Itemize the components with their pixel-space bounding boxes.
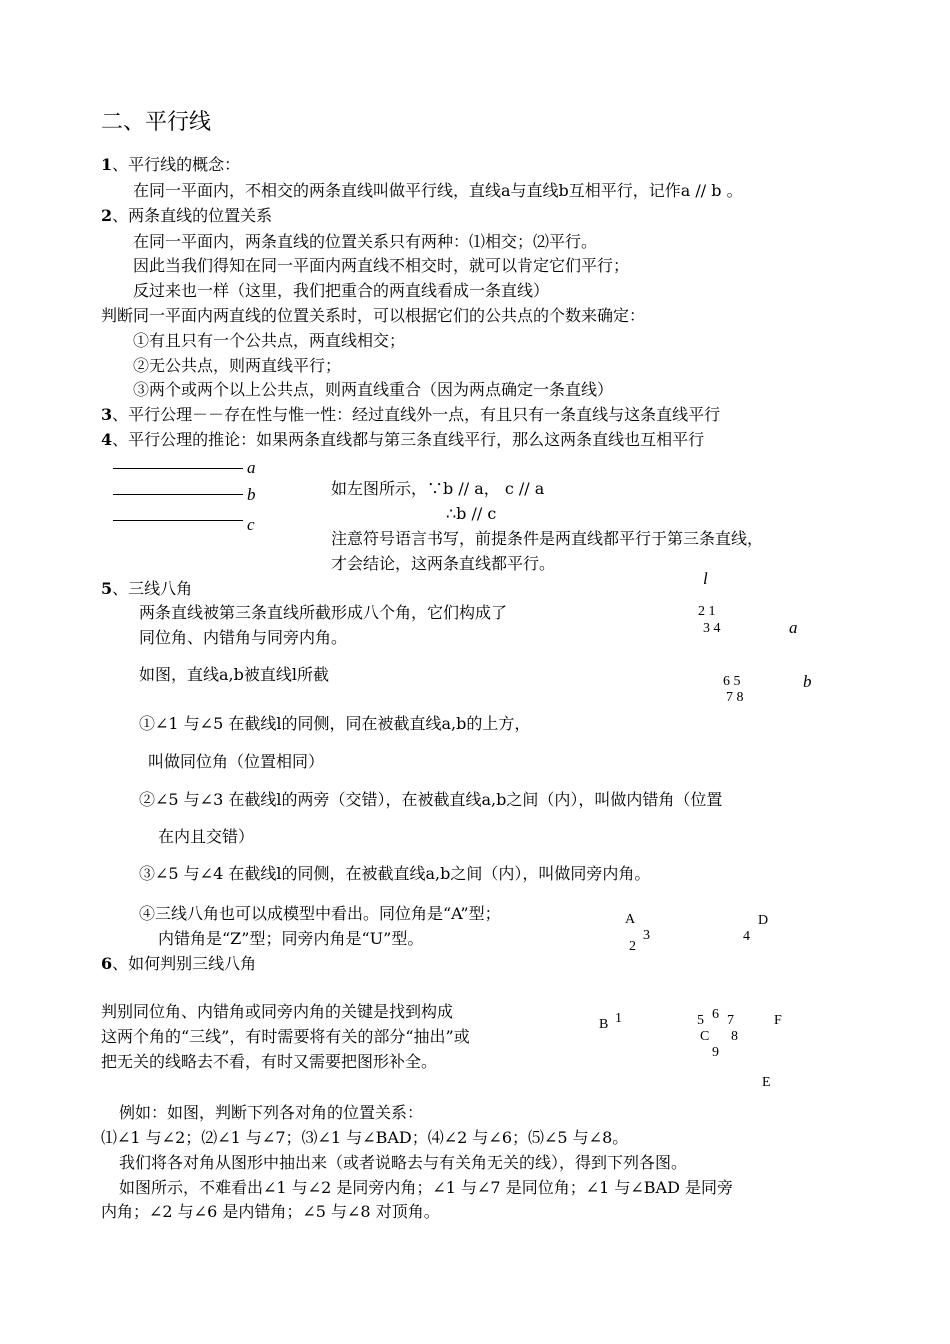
angle-labels-3-4: 3 4	[703, 621, 721, 636]
heading-number: 5	[101, 579, 113, 598]
heading-number: 6	[101, 954, 113, 973]
heading-text: 、两条直线的位置关系	[112, 206, 273, 225]
heading-number: 4	[101, 430, 113, 449]
list-item: ③两个或两个以上公共点，则两直线重合（因为两点确定一条直线）	[133, 380, 614, 399]
heading-text: 、平行公理的推论：如果两条直线都与第三条直线平行，那么这两条直线也互相平行	[112, 430, 705, 449]
point-label-B: B	[599, 1017, 609, 1032]
point-label-F: F	[774, 1013, 782, 1028]
angle-label-4: 4	[743, 929, 750, 944]
heading-4	[101, 430, 704, 450]
example-question: ⑴∠1 与∠2；⑵∠1 与∠7；⑶∠1 与∠BAD；⑷∠2 与∠6；⑸∠5 与∠8。	[101, 1128, 629, 1147]
paragraph: 在同一平面内，两条直线的位置关系只有两种：⑴相交；⑵平行。	[133, 232, 598, 251]
paragraph: 反过来也一样（这里，我们把重合的两直线看成一条直线）	[133, 281, 550, 300]
heading-1	[101, 155, 240, 175]
angle-label-5: 5	[697, 1013, 704, 1028]
list-item: ②∠5 与∠3 在截线l的两旁（交错），在被截直线a,b之间（内），叫做内错角（位置	[139, 790, 723, 809]
paragraph: 如图所示，不难看出∠1 与∠2 是同旁内角；∠1 与∠7 是同位角；∠1 与∠BAD 是同旁	[119, 1178, 733, 1197]
list-item: ①∠1 与∠5 在截线l的同侧，同在被截直线a,b的上方，	[139, 714, 531, 733]
heading-2	[101, 206, 272, 226]
point-label-A: A	[625, 912, 636, 927]
angle-label-7: 7	[727, 1013, 734, 1028]
angle-labels-6-5: 6 5	[723, 674, 741, 689]
list-item: ④三线八角也可以成模型中看出。同位角是“A”型；	[139, 904, 501, 923]
point-label-D: D	[758, 913, 769, 928]
list-item: 内错角是“Z”型；同旁内角是“U”型。	[158, 929, 424, 948]
point-label-E: E	[762, 1075, 771, 1090]
paragraph: 两条直线被第三条直线所截形成八个角，它们构成了	[139, 603, 508, 622]
heading-text: 、三线八角	[112, 579, 193, 598]
note-line-2: 才会结论，这两条直线都平行。	[331, 554, 556, 573]
heading-number: 1	[101, 155, 113, 174]
point-label-C: C	[700, 1029, 710, 1044]
paragraph: 判断同一平面内两直线的位置关系时，可以根据它们的公共点的个数来确定：	[101, 306, 646, 325]
paragraph: 这两个角的“三线”，有时需要将有关的部分“抽出”或	[101, 1027, 470, 1046]
list-item: 叫做同位角（位置相同）	[148, 752, 325, 771]
section-title: 二、平行线	[101, 110, 212, 135]
heading-number: 2	[101, 206, 113, 225]
parallel-line-b	[113, 494, 243, 495]
parallel-line-a	[113, 468, 243, 469]
heading-3	[101, 405, 720, 425]
line-label-a: a	[247, 458, 256, 477]
paragraph: 如图，直线a,b被直线l所截	[139, 665, 329, 684]
list-item: ②无公共点，则两直线平行；	[133, 356, 342, 375]
angle-label-6: 6	[712, 1007, 719, 1022]
line-label-c: c	[247, 515, 255, 534]
paragraph: 同位角、内错角与同旁内角。	[139, 628, 348, 647]
paragraph: 因此当我们得知在同一平面内两直线不相交时，就可以肯定它们平行；	[133, 256, 630, 275]
paragraph: 我们将各对角从图形中抽出来（或者说略去与有关角无关的线），得到下列各图。	[119, 1153, 688, 1172]
list-item: 在内且交错）	[158, 827, 255, 846]
angle-labels-2-1: 2 1	[698, 604, 716, 619]
proof-line-1: 如左图所示，∵b // a， c // a	[331, 479, 545, 498]
example-intro: 例如：如图，判断下列各对角的位置关系：	[119, 1103, 424, 1122]
line-label-b: b	[803, 672, 812, 691]
list-item: ③∠5 与∠4 在截线l的同侧，在被截直线a,b之间（内），叫做同旁内角。	[139, 864, 651, 883]
paragraph: 把无关的线略去不看，有时又需要把图形补全。	[101, 1052, 438, 1071]
angle-label-3: 3	[643, 928, 650, 943]
angle-label-1: 1	[615, 1011, 622, 1026]
angle-label-8: 8	[731, 1029, 738, 1044]
heading-6	[101, 954, 256, 974]
paragraph: 在同一平面内，不相交的两条直线叫做平行线，直线a与直线b互相平行，记作a // b 。	[133, 181, 743, 200]
transversal-label-l: l	[703, 569, 708, 588]
proof-line-2: ∴b // c	[446, 504, 497, 523]
paragraph: 内角；∠2 与∠6 是内错角；∠5 与∠8 对顶角。	[101, 1202, 440, 1221]
angle-labels-7-8: 7 8	[726, 690, 744, 705]
list-item: ①有且只有一个公共点，两直线相交；	[133, 331, 406, 350]
line-label-a: a	[789, 618, 798, 637]
parallel-line-c	[113, 520, 243, 521]
heading-5	[101, 579, 192, 599]
heading-text: 、平行公理－－存在性与惟一性：经过直线外一点，有且只有一条直线与这条直线平行	[112, 405, 721, 424]
heading-text: 、如何判别三线八角	[112, 954, 257, 973]
heading-number: 3	[101, 405, 113, 424]
angle-label-9: 9	[712, 1045, 719, 1060]
note-line-1: 注意符号语言书写，前提条件是两直线都平行于第三条直线，	[331, 529, 764, 548]
heading-text: 、平行线的概念：	[112, 155, 241, 174]
angle-label-2: 2	[629, 939, 636, 954]
line-label-b: b	[247, 485, 256, 504]
paragraph: 判别同位角、内错角或同旁内角的关键是找到构成	[101, 1002, 454, 1021]
